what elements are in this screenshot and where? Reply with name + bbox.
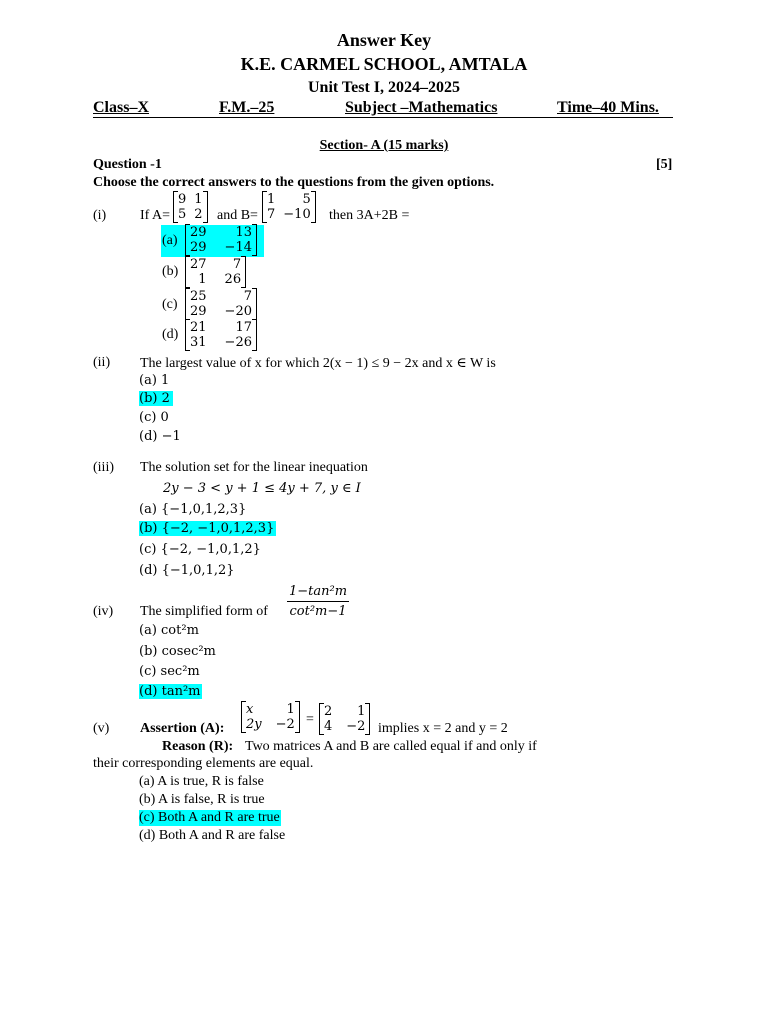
q2-opt-c: (c) 0 — [139, 410, 169, 425]
time-label: Time–40 Mins. — [557, 99, 659, 116]
q5-reason-text: Two matrices A and B are called equal if and only if — [245, 739, 537, 754]
section-title: Section- A (15 marks) — [319, 138, 449, 153]
q4-opt-a: (a) cot²m — [139, 623, 199, 638]
q2-opt-a: (a) 1 — [139, 373, 170, 388]
q1-number: (i) — [93, 208, 107, 223]
q1-opt-a-label: (a) — [162, 233, 178, 248]
q3-opt-d: (d) {−1,0,1,2} — [139, 563, 235, 578]
full-marks: F.M.–25 — [219, 99, 275, 116]
q1-opt-a-matrix: 29 13 29 −14 — [185, 225, 257, 255]
header-rule — [93, 117, 673, 118]
q5-reason-continued: their corresponding elements are equal. — [93, 756, 314, 771]
question-marks: [5] — [656, 157, 673, 172]
q4-fraction — [287, 584, 349, 619]
school-name: K.E. CARMEL SCHOOL, AMTALA — [240, 54, 528, 74]
q3-opt-c: (c) {−2, −1,0,1,2} — [139, 542, 261, 557]
q5-opt-a: (a) A is true, R is false — [139, 774, 264, 789]
q5-assertion-label: Assertion (A): — [140, 721, 225, 736]
q3-opt-b: (b) {−2, −1,0,1,2,3} — [139, 521, 275, 536]
q5-matrix-rhs: 2 1 4 −2 — [319, 704, 370, 734]
test-name: Unit Test I, 2024–2025 — [307, 79, 461, 96]
q1-matrix-b: 1 5 7 −10 — [262, 192, 316, 222]
q5-number: (v) — [93, 721, 110, 736]
q2-text: The largest value of x for which 2(x − 1) ≤ 9 − 2x and x ∈ W is — [140, 356, 496, 371]
q1-suffix: then 3A+2B = — [329, 208, 410, 223]
q3-number: (iii) — [93, 460, 114, 475]
q5-implies: implies x = 2 and y = 2 — [378, 721, 508, 736]
q1-opt-d-label: (d) — [162, 327, 179, 342]
q4-numerator: 1−tan²m — [287, 584, 349, 602]
q5-opt-b: (b) A is false, R is true — [139, 792, 265, 807]
q5-equals: = — [306, 712, 314, 727]
question-instruction: Choose the correct answers to the questions from the given options. — [93, 175, 495, 190]
q5-reason-label: Reason (R): — [162, 739, 234, 754]
q5-opt-d: (d) Both A and R are false — [139, 828, 286, 843]
q5-opt-c: (c) Both A and R are true — [139, 810, 280, 825]
q5-matrix-lhs: x 1 2y −2 — [241, 702, 300, 732]
q4-number: (iv) — [93, 604, 114, 619]
doc-title: Answer Key — [336, 30, 432, 50]
q1-opt-d-matrix: 21 17 31 −26 — [185, 320, 257, 350]
q4-text: The simplified form of — [140, 604, 268, 619]
q1-opt-c-label: (c) — [162, 297, 178, 312]
q2-number: (ii) — [93, 355, 111, 370]
q4-opt-d: (d) tan²m — [139, 684, 201, 699]
q1-opt-c-matrix: 25 7 29 −20 — [185, 289, 257, 319]
q4-denominator: cot²m−1 — [289, 604, 347, 619]
q2-opt-b: (b) 2 — [139, 391, 173, 406]
q4-opt-c: (c) sec²m — [139, 664, 200, 679]
q3-opt-a: (a) {−1,0,1,2,3} — [139, 502, 247, 517]
q2-opt-d: (d) −1 — [139, 429, 181, 444]
q3-expression: 2y − 3 < y + 1 ≤ 4y + 7, y ∈ I — [163, 481, 361, 496]
q1-and: and B= — [217, 208, 258, 223]
question-label: Question -1 — [93, 157, 162, 172]
q1-opt-b-matrix: 27 7 1 26 — [185, 257, 246, 287]
q3-text: The solution set for the linear inequation — [140, 460, 368, 475]
q4-opt-b: (b) cosec²m — [139, 644, 216, 659]
subject-label: Subject –Mathematics — [345, 99, 498, 116]
q1-matrix-a: 9 1 5 2 — [173, 192, 208, 222]
class-label: Class–X — [93, 99, 150, 116]
q1-opt-b-label: (b) — [162, 264, 179, 279]
q1-prefix: If A= — [140, 208, 171, 223]
